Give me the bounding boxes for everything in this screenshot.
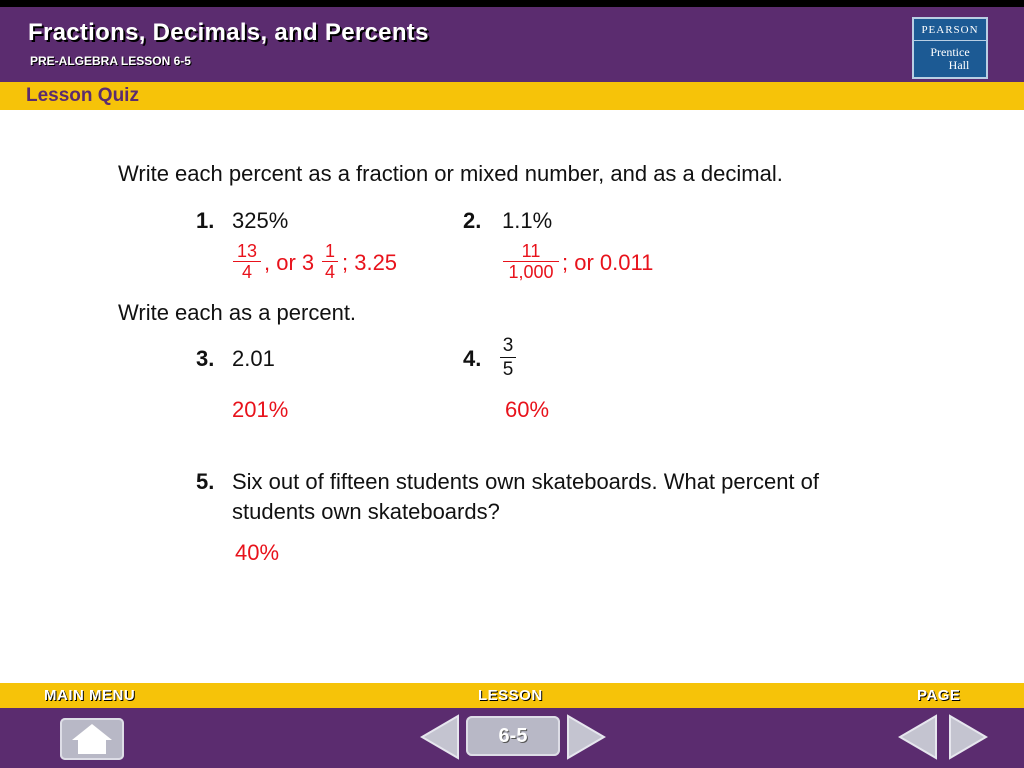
q1-number: 1. bbox=[196, 208, 215, 233]
footer-label-bar bbox=[0, 683, 1024, 708]
q5-prompt-line-1: Six out of fifteen students own skateboards. What percent of bbox=[232, 469, 819, 494]
footer-nav bbox=[0, 708, 1024, 768]
logo-line-2: Prentice bbox=[930, 45, 970, 59]
q1-mixed-numerator: 1 bbox=[322, 241, 338, 262]
header-bar bbox=[0, 0, 1024, 82]
q1-fraction-denominator: 4 bbox=[241, 262, 252, 282]
section-label: Lesson Quiz bbox=[26, 85, 139, 106]
page-prev-button[interactable] bbox=[898, 714, 938, 760]
section-bar bbox=[0, 82, 1024, 110]
instruction-2: Write each as a percent. bbox=[118, 300, 357, 325]
q3-number: 3. bbox=[196, 346, 215, 371]
page-next-button[interactable] bbox=[948, 714, 988, 760]
lesson-prev-button[interactable] bbox=[420, 714, 460, 760]
pearson-logo bbox=[912, 17, 988, 79]
q1-answer-fraction bbox=[233, 241, 261, 282]
q1-prompt: 325% bbox=[232, 208, 289, 233]
page-title: Fractions, Decimals, and Percents bbox=[28, 19, 429, 46]
q5-answer: 40% bbox=[235, 540, 280, 565]
lesson-next-button[interactable] bbox=[566, 714, 606, 760]
home-icon bbox=[60, 718, 124, 760]
q5-prompt-line-2: students own skateboards? bbox=[232, 499, 500, 524]
lesson-label: LESSON bbox=[478, 687, 543, 704]
q1-answer-decimal: ; 3.25 bbox=[342, 250, 398, 275]
q4-prompt-fraction bbox=[500, 334, 516, 381]
q1-fraction-numerator: 13 bbox=[233, 241, 261, 262]
q2-answer-fraction bbox=[503, 241, 559, 282]
q2-answer-decimal: ; or 0.011 bbox=[562, 250, 654, 275]
q2-fraction-denominator: 1,000 bbox=[508, 262, 554, 282]
q1-answer-separator: , or 3 bbox=[264, 250, 315, 275]
q4-denominator: 5 bbox=[502, 359, 514, 380]
q1-answer-mixed-fraction bbox=[322, 241, 338, 282]
main-menu-button[interactable] bbox=[60, 718, 124, 760]
main-menu-label: MAIN MENU bbox=[44, 687, 136, 704]
logo-line-3: Hall bbox=[948, 58, 970, 72]
q5-number: 5. bbox=[196, 469, 215, 494]
logo-line-1: PEARSON bbox=[914, 24, 986, 41]
page-label: PAGE bbox=[917, 687, 961, 704]
instruction-1: Write each percent as a fraction or mixed number, and as a decimal. bbox=[118, 161, 783, 186]
q3-answer: 201% bbox=[232, 397, 289, 422]
q2-fraction-numerator: 11 bbox=[503, 241, 559, 262]
lesson-subtitle: PRE-ALGEBRA LESSON 6-5 bbox=[30, 54, 191, 68]
lesson-number: 6-5 bbox=[498, 725, 528, 747]
lesson-number-box[interactable] bbox=[466, 716, 560, 756]
q4-answer: 60% bbox=[505, 397, 550, 422]
q2-prompt: 1.1% bbox=[502, 208, 553, 233]
q4-numerator: 3 bbox=[500, 334, 516, 358]
q3-prompt: 2.01 bbox=[232, 346, 275, 371]
q1-mixed-denominator: 4 bbox=[324, 262, 335, 282]
q2-number: 2. bbox=[463, 208, 482, 233]
q4-number: 4. bbox=[463, 346, 482, 371]
